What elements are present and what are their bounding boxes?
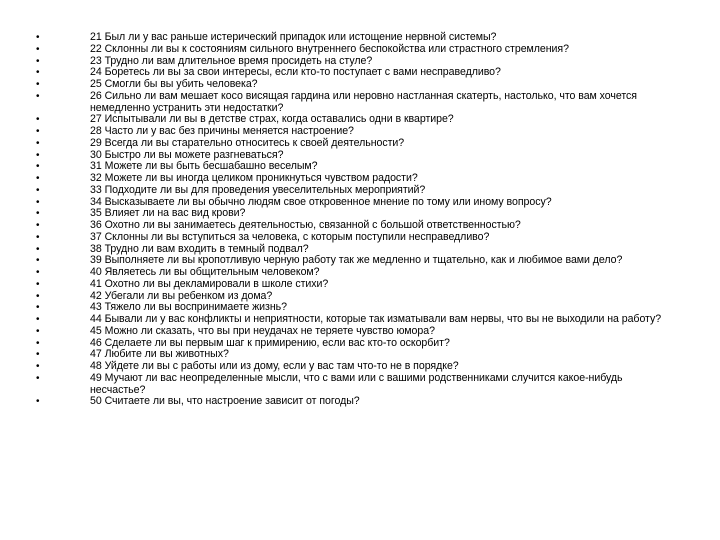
question-text: 33 Подходите ли вы для проведения увеселительных мероприятий? (90, 183, 426, 196)
bullet-icon: • (36, 149, 40, 161)
question-text: 21 Был ли у вас раньше истерический припадок или истощение нервной системы? (90, 31, 497, 43)
question-text: 32 Можете ли вы иногда целиком проникнуться чувством радости? (90, 172, 418, 184)
list-item (36, 279, 676, 291)
bullet-icon: • (36, 314, 40, 325)
list-item (36, 396, 676, 408)
bullet-icon: • (36, 43, 40, 55)
bullet-icon: • (36, 114, 40, 126)
list-item (36, 373, 676, 397)
list-item (36, 126, 676, 138)
question-text: 42 Убегали ли вы ребенком из дома? (90, 289, 273, 302)
bullet-icon: • (36, 372, 40, 384)
list-item (36, 79, 676, 91)
bullet-icon: • (36, 325, 40, 337)
question-text: 37 Склонны ли вы вступиться за человека, с которым поступили несправедливо? (90, 230, 490, 243)
bullet-icon: • (36, 90, 40, 102)
list-item (36, 220, 676, 232)
question-text: 34 Высказываете ли вы обычно людям свое откровенное мнение по тому или иному вопросу? (90, 195, 552, 208)
question-text: 45 Можно ли сказать, что вы при неудачах не теряете чувство юмора? (90, 324, 435, 337)
question-text: 40 Являетесь ли вы общительным человеком? (90, 266, 320, 278)
list-item (36, 361, 676, 373)
question-text: 38 Трудно ли вам входить в темный подвал? (90, 242, 309, 255)
question-text: 31 Можете ли вы быть бесшабашно веселым? (90, 160, 318, 173)
question-text: 25 Смогли бы вы убить человека? (90, 78, 258, 90)
bullet-icon: • (36, 196, 40, 208)
list-item (36, 173, 676, 185)
question-text: 46 Сделаете ли вы первым шаг к примирению, если вас кто-то оскорбит? (90, 336, 450, 349)
question-text: 28 Часто ли у вас без причины меняется настроение? (90, 125, 354, 137)
bullet-icon: • (36, 126, 40, 137)
question-text: 26 Сильно ли вам мешает косо висящая гардина или неровно настланная скатерть, настолько, что вам хочется немедленно устранить эти недостатки? (90, 89, 637, 114)
question-text: 22 Склонны ли вы к состояниям сильного внутреннего беспокойства или страстного стремления? (90, 42, 569, 55)
bullet-icon: • (36, 231, 40, 243)
question-text: 48 Уйдете ли вы с работы или из дому, если у вас там что-то не в порядке? (90, 360, 459, 372)
bullet-icon: • (36, 290, 40, 302)
question-list (36, 32, 676, 408)
list-item (36, 44, 676, 56)
bullet-icon: • (36, 349, 40, 361)
bullet-icon: • (36, 337, 40, 349)
bullet-icon: • (36, 220, 40, 231)
question-text: 44 Бывали ли у вас конфликты и неприятности, которые так изматывали вам нервы, что вы не выходили на работу? (90, 313, 662, 325)
bullet-icon: • (36, 361, 40, 372)
bullet-icon: • (36, 396, 40, 408)
bullet-icon: • (36, 243, 40, 255)
bullet-icon: • (36, 137, 40, 149)
question-text: 49 Мучают ли вас неопределенные мысли, что с вами или с вашими родственниками случится какое-нибудь несчастье? (90, 371, 623, 396)
question-text: 36 Охотно ли вы занимаетесь деятельностью, связанной с большой ответственностью? (90, 219, 521, 231)
list-item (36, 232, 676, 244)
question-text: 23 Трудно ли вам длительное время просидеть на стуле? (90, 54, 373, 67)
question-text: 39 Выполняете ли вы кропотливую черную работу так же медленно и тщательно, как и любимое вами дело? (90, 254, 623, 267)
bullet-icon: • (36, 278, 40, 290)
question-text: 50 Считаете ли вы, что настроение зависит от погоды? (90, 395, 360, 408)
bullet-icon: • (36, 184, 40, 196)
question-text: 24 Боретесь ли вы за свои интересы, если кто-то поступает с вами несправедливо? (90, 66, 501, 79)
bullet-icon: • (36, 161, 40, 173)
question-text: 41 Охотно ли вы декламировали в школе стихи? (90, 277, 329, 290)
bullet-icon: • (36, 267, 40, 278)
list-item (36, 185, 676, 197)
list-item (36, 267, 676, 279)
bullet-icon: • (36, 208, 40, 220)
list-item (36, 91, 676, 115)
question-text: 43 Тяжело ли вы воспринимаете жизнь? (90, 301, 287, 314)
list-item (36, 326, 676, 338)
question-text: 29 Всегда ли вы старательно относитесь к своей деятельности? (90, 136, 405, 149)
bullet-icon: • (36, 55, 40, 67)
question-text: 47 Любите ли вы животных? (90, 348, 229, 361)
question-text: 30 Быстро ли вы можете разгневаться? (90, 148, 284, 161)
bullet-icon: • (36, 79, 40, 90)
bullet-icon: • (36, 302, 40, 314)
question-text: 27 Испытывали ли вы в детстве страх, когда оставались одни в квартире? (90, 113, 454, 126)
bullet-icon: • (36, 67, 40, 79)
list-item (36, 32, 676, 44)
bullet-icon: • (36, 32, 40, 43)
list-item (36, 138, 676, 150)
question-text: 35 Влияет ли на вас вид крови? (90, 207, 246, 220)
bullet-icon: • (36, 255, 40, 267)
list-item (36, 314, 676, 326)
bullet-icon: • (36, 173, 40, 184)
